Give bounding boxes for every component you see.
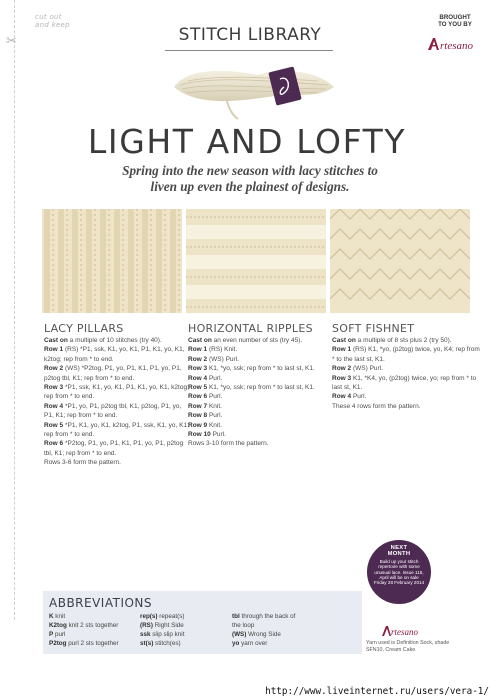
cut-and-keep-note (35, 13, 70, 29)
instruction-line: Row 2 (WS) Purl. (332, 365, 383, 373)
instruction-line: Rows 3-6 form the pattern. (44, 459, 121, 467)
abbreviation-item: st(s) stitch(es) (140, 640, 181, 647)
horizontal-ripples-swatch-image (186, 209, 326, 313)
abbreviation-item: K knit (49, 613, 66, 620)
abbreviation-item: (WS) Wrong Side (232, 631, 281, 638)
instruction-line: Row 1 (RS) Knit. (188, 346, 238, 354)
stitch-name: SOFT FISHNET (332, 322, 415, 335)
instruction-line: Row 3 K1, *yo, ssk; rep from * to last st, K1. (188, 365, 315, 373)
instruction-line: Row 1 (RS) K1, *yo, (p2tog) twice, yo, K4; rep from * to the last st, K1. (332, 346, 480, 363)
brought-to-you-by (420, 14, 490, 28)
abbreviation-item: the loop (232, 622, 255, 629)
subtitle-line2: liven up even the plainest of designs. (150, 179, 350, 194)
instruction-line: Row 5 *P1, K1, yo, K1, k2tog, P1, ssk, K1, yo, K1; rep from * to end. (44, 421, 189, 439)
instruction-line: Cast on a multiple of 10 stitches (try 40). (44, 337, 162, 344)
instruction-line: Rows 3-10 form the pattern. (188, 440, 269, 448)
next-month-text: Build up your stitch repertoire with some unusual lace. Issue 118, April will be on sale Friday 28 February 2014 (373, 558, 425, 586)
stitch-library-title: STITCH LIBRARY (178, 25, 322, 45)
instruction-line: Row 2 (WS) Purl. (188, 355, 239, 363)
source-url[interactable]: http://www.liveinternet.ru/users/vera-1/ (237, 684, 493, 699)
abbreviation-item: tbl through the back of (232, 613, 296, 620)
next-month-title-line2: MONTH (387, 551, 411, 558)
instruction-line: Row 2 (WS) *P2tog, P1, yo, P1, K1, P1, yo, P1, p2tog tbl, K1; rep from * to end. (44, 365, 182, 382)
stitch-name: LACY PILLARS (44, 322, 124, 335)
abbreviations-column-3 (232, 612, 295, 648)
instruction-line: Row 6 Purl. (188, 393, 223, 401)
abbreviations-heading: ABBREVIATIONS (49, 596, 153, 610)
abbreviation-item: P2tog purl 2 sts together (49, 640, 119, 647)
yarn-credit-line1: Yarn used is Definition Sock, shade (366, 640, 450, 646)
yarn-credit (366, 640, 486, 655)
instruction-line: Row 4 Purl. (188, 374, 223, 382)
stitch-name: HORIZONTAL RIPPLES (188, 322, 313, 335)
instruction-line: Row 4 Purl. (332, 393, 367, 401)
instruction-line: Cast on a multiple of 8 sts plus 2 (try 50). (332, 337, 452, 344)
next-month-badge (367, 540, 431, 604)
artesano-footer-logo (380, 624, 460, 638)
abbreviation-item: rep(s) repeat(s) (140, 613, 185, 620)
soft-fishnet-swatch-image (330, 209, 470, 313)
cut-note-line1: cut out (35, 13, 62, 21)
stitch-instructions (332, 336, 482, 411)
cut-line (14, 0, 15, 620)
instruction-line: Row 6 *P2tog, P1, yo, P1, K1, P1, yo, P1, p2tog tbl, K1; rep from * to end. (44, 440, 184, 457)
abbreviations-column-2 (140, 612, 184, 648)
svg-text:rtesano: rtesano (440, 40, 473, 52)
artesano-logo (424, 35, 494, 53)
abbreviation-item: K2tog knit 2 sts together (49, 622, 119, 629)
instruction-line: Row 8 Purl. (188, 412, 223, 420)
instruction-line: These 4 rows form the pattern. (332, 402, 421, 410)
title-divider (165, 50, 333, 51)
scissors-icon: ✂ (6, 34, 17, 49)
stitch-column-soft-fishnet (332, 322, 482, 411)
abbreviation-item: (RS) Right Side (140, 622, 184, 629)
abbreviation-item: P purl (49, 631, 66, 638)
instruction-line: Row 3 K1, *K4, yo, (p2tog) twice, yo; rep from * to last st, K1. (332, 374, 477, 392)
next-month-title-line1: NEXT (390, 545, 408, 551)
abbreviation-item: yo yarn over (232, 640, 268, 647)
brought-line1: BROUGHT (439, 14, 471, 21)
stitch-column-horizontal-ripples (188, 322, 333, 449)
instruction-line: Row 9 Knit. (188, 421, 222, 429)
instruction-line: Cast on an even number of sts (try 45). (188, 337, 303, 344)
stitch-instructions (44, 336, 189, 468)
yarn-skein-image (168, 57, 338, 121)
lacy-pillars-swatch-image (42, 209, 182, 313)
yarn-credit-line2: SFN10, Cream Cake. (366, 647, 417, 654)
main-title: LIGHT AND LOFTY (87, 122, 407, 161)
stitch-instructions (188, 336, 333, 449)
abbreviations-box (43, 591, 362, 654)
stitch-column-lacy-pillars (44, 322, 189, 468)
cut-note-line2: and keep (35, 21, 70, 29)
subtitle-line1: Spring into the new season with lacy stitches to (122, 163, 378, 178)
svg-text:rtesano: rtesano (391, 627, 418, 637)
instruction-line: Row 3 *P1, ssk, K1, yo, K1, P1, K1, yo, K1, k2tog; rep from * to end. (44, 384, 189, 401)
instruction-line: Row 7 Knit. (188, 402, 222, 410)
instruction-line: Row 4 *P1, yo, P1, p2tog tbl, K1, p2tog, P1, yo, P1, K1; rep from * to end. (44, 402, 182, 420)
instruction-line: Row 10 Purl. (188, 431, 226, 439)
subtitle (80, 163, 420, 195)
instruction-line: Row 1 (RS) *P1, ssk, K1, yo, K1, P1, K1, yo, K1, k2tog; rep from * to end. (44, 346, 185, 363)
abbreviation-item: ssk slip slip knit (140, 631, 185, 638)
brought-line2: TO YOU BY (438, 21, 472, 28)
abbreviations-column-1 (49, 612, 119, 648)
instruction-line: Row 5 K1, *yo, ssk; rep from * to last st, K1. (188, 384, 315, 392)
